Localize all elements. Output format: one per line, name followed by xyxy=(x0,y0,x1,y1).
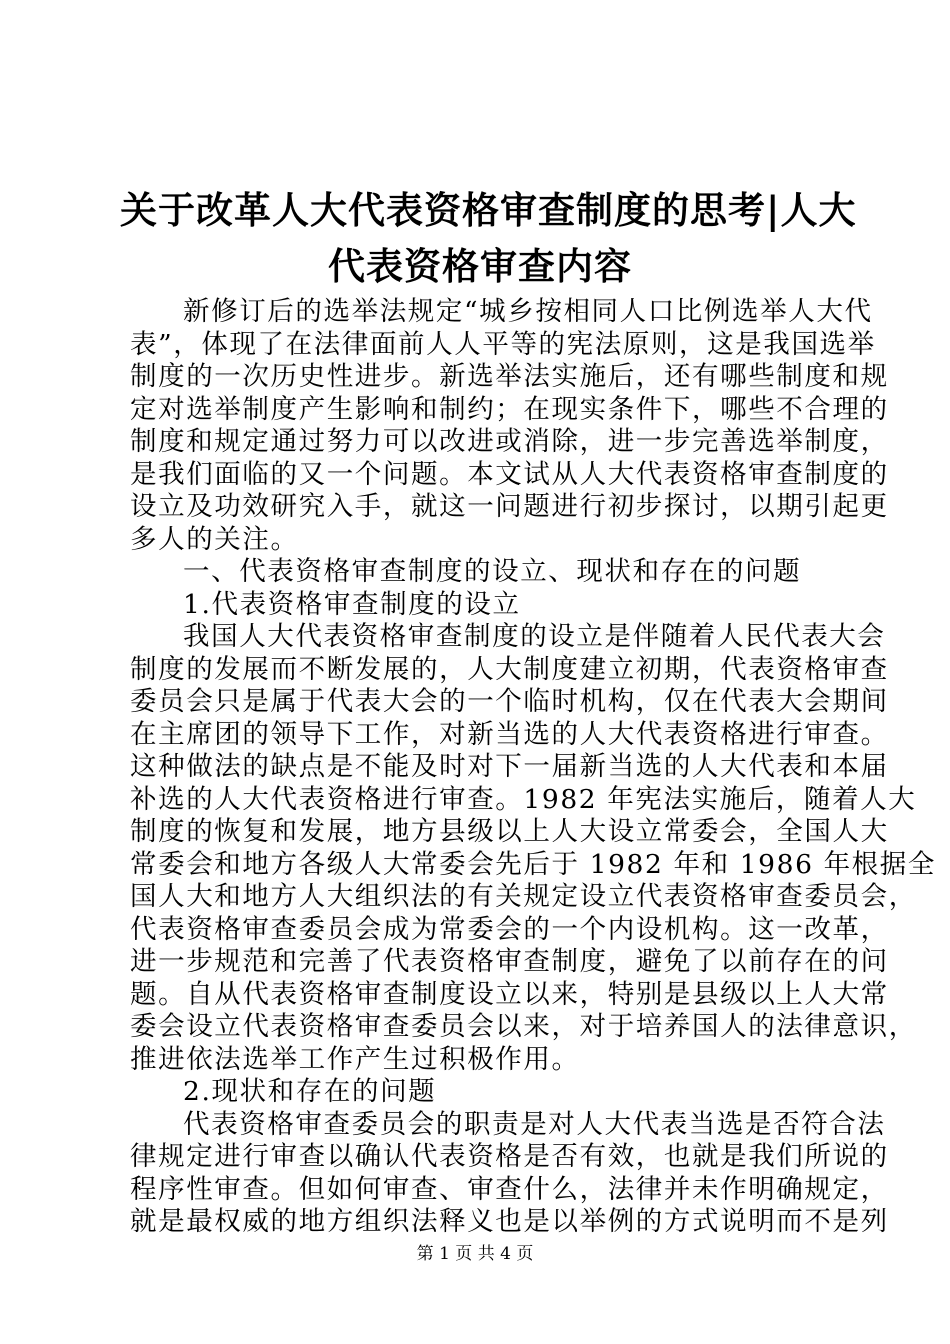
paragraph-line: 制度和规定通过努力可以改进或消除，进一步完善选举制度， xyxy=(130,426,889,457)
paragraph-line: 制度的发展而不断发展的，人大制度建立初期，代表资格审查 xyxy=(130,653,889,685)
paragraph-line: 国人大和地方人大组织法的有关规定设立代表资格审查委员会， xyxy=(130,881,917,912)
paragraph-line: 表”，体现了在法律面前人人平等的宪法原则，这是我国选举 xyxy=(130,328,876,360)
paragraph-line: 委会设立代表资格审查委员会以来，对于培养国人的法律意识， xyxy=(130,1011,917,1042)
paragraph-line: 常委会和地方各级人大常委会先后于 1982 年和 1986 年根据全 xyxy=(130,848,936,880)
paragraph-line: 制度的恢复和发展，地方县级以上人大设立常委会，全国人大 xyxy=(130,816,889,847)
paragraph-line: 律规定进行审查以确认代表资格是否有效，也就是我们所说的 xyxy=(130,1141,889,1172)
paragraph-line: 制度的一次历史性进步。新选举法实施后，还有哪些制度和规 xyxy=(130,361,889,392)
paragraph-line: 代表资格审查委员会的职责是对人大代表当选是否符合法 xyxy=(183,1108,886,1140)
document-title xyxy=(120,182,857,294)
subsection-heading: 1.代表资格审查制度的设立 xyxy=(183,588,521,620)
paragraph-line: 推进依法选举工作产生过积极作用。 xyxy=(130,1043,580,1075)
paragraph-line: 在主席团的领导下工作，对新当选的人大代表资格进行审查。 xyxy=(130,718,889,750)
paragraph-line: 我国人大代表资格审查制度的设立是伴随着人民代表大会 xyxy=(183,621,886,652)
paragraph-line: 委员会只是属于代表大会的一个临时机构，仅在代表大会期间 xyxy=(130,686,889,717)
paragraph-line: 进一步规范和完善了代表资格审查制度，避免了以前存在的问 xyxy=(130,946,889,977)
paragraph-line: 是我们面临的又一个问题。本文试从人大代表资格审查制度的 xyxy=(130,458,889,490)
title-line-2: 代表资格审查内容 xyxy=(328,244,632,288)
paragraph-line: 这种做法的缺点是不能及时对下一届新当选的人大代表和本届 xyxy=(130,751,889,782)
paragraph-line: 补选的人大代表资格进行审查。1982 年宪法实施后，随着人大 xyxy=(130,783,917,815)
paragraph-line: 新修订后的选举法规定“城乡按相同人口比例选举人大代 xyxy=(183,296,873,327)
paragraph-line: 设立及功效研究入手，就这一问题进行初步探讨，以期引起更 xyxy=(130,491,889,522)
page-footer: 第 1 页 共 4 页 xyxy=(416,1244,534,1264)
document-body xyxy=(130,296,936,1239)
paragraph-line: 题。自从代表资格审查制度设立以来，特别是县级以上人大常 xyxy=(130,978,889,1010)
title-line-1: 关于改革人大代表资格审查制度的思考|人大 xyxy=(120,188,857,232)
paragraph-line: 程序性审查。但如何审查、审查什么，法律并未作明确规定， xyxy=(130,1173,889,1205)
paragraph-line: 多人的关注。 xyxy=(130,523,299,555)
paragraph-line: 代表资格审查委员会成为常委会的一个内设机构。这一改革， xyxy=(130,913,889,945)
paragraph-line: 定对选举制度产生影响和制约；在现实条件下，哪些不合理的 xyxy=(130,393,889,425)
subsection-heading: 2.现状和存在的问题 xyxy=(183,1076,437,1107)
paragraph-line: 就是最权威的地方组织法释义也是以举例的方式说明而不是列 xyxy=(130,1206,889,1237)
section-heading: 一、代表资格审查制度的设立、现状和存在的问题 xyxy=(183,556,802,587)
